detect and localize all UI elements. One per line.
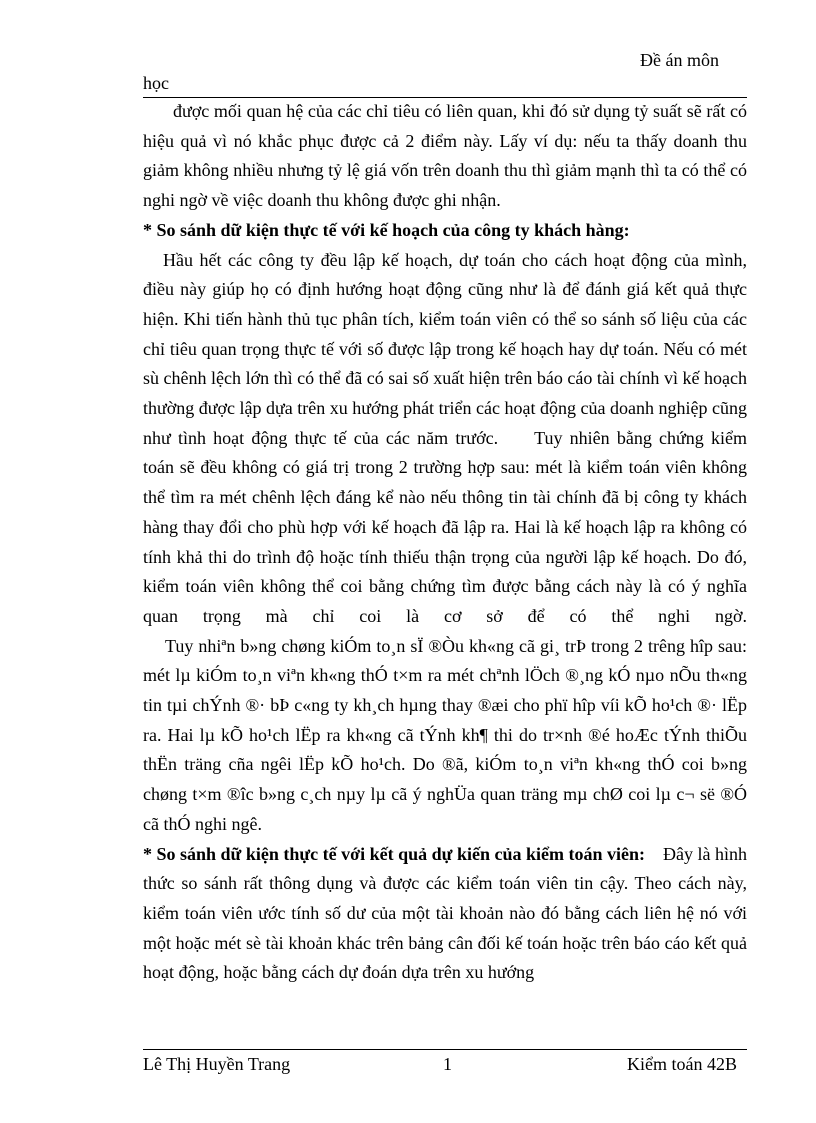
body-text	[143, 97, 747, 988]
header-title: Đề án môn	[640, 50, 719, 70]
paragraph-1: được mối quan hệ của các chỉ tiêu có liên quan, khi đó sử dụng tỷ suất sẽ rất có hiệu quả vì nó khắc phục được cả 2 điểm này. Lấy ví dụ: nếu ta thấy doanh thu giảm không nhiều nhưng tỷ lệ giá vốn trên doanh thu thì giảm mạnh thì ta có thể có nghi ngờ về việc doanh thu không được ghi nhận.	[143, 101, 747, 211]
section-heading-2: * So sánh dữ kiện thực tế với kết quả dự kiến của kiểm toán viên:	[143, 843, 645, 864]
section-heading-1: * So sánh dữ kiện thực tế với kế hoạch của công ty khách hàng:	[143, 219, 630, 240]
paragraph-4	[143, 840, 747, 989]
footer-rule	[143, 1049, 747, 1050]
paragraph-2-part-2: Tuy nhiên bằng chứng kiểm toán sẽ đều không có giá trị trong 2 trường hợp sau: mét là kiểm toán viên không thể tìm ra mét chênh lệch đáng kể nào nếu thông tin tài chính đã bị công ty khách hàng thay đổi cho phù hợp với kế hoạch đã lập ra. Hai là kế hoạch lập ra không có tính khả thi do trình độ hoặc tính thiếu thận trọng của người lập kế hoạch. Do đó, kiểm toán viên không thể coi bằng chứng tìm được bằng cách này là có ý nghĩa quan trọng mà chỉ coi là cơ sở để có thể nghi ngờ.	[143, 427, 747, 626]
paragraph-2	[143, 246, 747, 632]
footer-class: Kiểm toán 42B	[627, 1054, 737, 1074]
footer-page-number: 1	[443, 1054, 452, 1074]
paragraph-2-part-1: Hầu hết các công ty đều lập kế hoạch, dự toán cho cách hoạt động của mình, điều này giúp họ có định hướng hoạt động cũng như là để đánh giá kết quả thực hiện. Khi tiến hành thủ tục phân tích, kiểm toán viên có thể so sánh số liệu của các chỉ tiêu quan trọng thực tế với số được lập trong kế hoạch hay dự toán. Nếu có mét sù chênh lệch lớn thì có thể đã có sai số xuất hiện trên báo cáo tài chính vì kế hoạch thường được lập dựa trên xu hướng phát triển các hoạt động của doanh nghiệp cũng như tình hoạt động thực tế của các năm trước.	[143, 249, 747, 448]
paragraph-3-garbled: Tuy nhiªn b»ng chøng kiÓm to¸n sÏ ®Òu kh«ng cã gi¸ trÞ trong 2 trêng hîp sau: mét lµ kiÓm to¸n viªn kh«ng thÓ t×m ra mét chªnh lÖch ®¸ng kÓ nµo nÕu th«ng tin tµi chÝnh ®· bÞ c«ng ty kh¸ch hµng thay ®æi cho phï hîp víi kÕ ho¹ch ®· lËp ra. Hai lµ kÕ ho¹ch lËp ra kh«ng cã tÝnh kh¶ thi do tr×nh ®é hoÆc tÝnh thiÕu thËn träng cña ngêi lËp kÕ ho¹ch. Do ®ã, kiÓm to¸n viªn kh«ng thÓ coi b»ng chøng t×m ®îc b»ng c¸ch nµy lµ cã ý nghÜa quan träng mµ chØ coi lµ c¬ së ®Ó cã thÓ nghi ngê.	[143, 635, 747, 834]
header-title-continued: học	[143, 73, 169, 93]
paragraph-4-text: Đây là hình thức so sánh rất thông dụng và được các kiểm toán viên tin cậy. Theo cách này, kiểm toán viên ước tính số dư của một tài khoản nào đó bằng cách liên hệ nó với một hoặc mét sè tài khoản khác trên bảng cân đối kế toán hoặc trên báo cáo kết quả hoạt động, hoặc bằng cách dự đoán dựa trên xu hướng	[143, 843, 748, 983]
footer-author: Lê Thị Huyền Trang	[143, 1054, 291, 1074]
